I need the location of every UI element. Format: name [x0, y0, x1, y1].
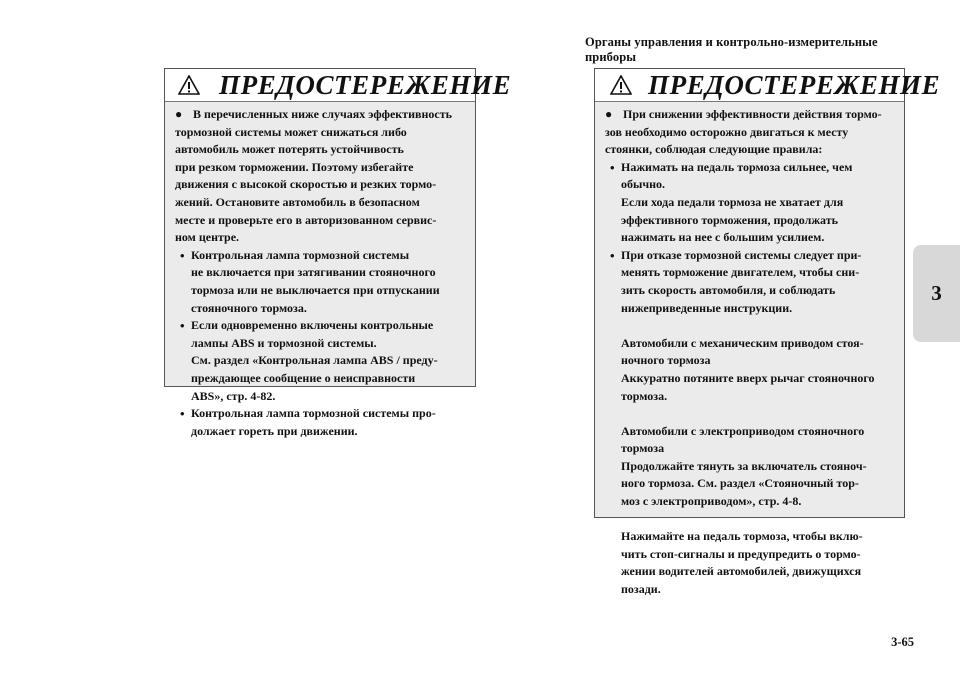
warning-text-line: зов необходимо осторожно двигаться к месту [605, 124, 849, 139]
warning-header [595, 69, 941, 102]
warning-text-line: позади. [621, 582, 661, 597]
warning-body [595, 102, 904, 599]
warning-text-line: стояночного тормоза. [191, 300, 307, 315]
warning-text-line: ABS», стр. 4-82. [191, 388, 276, 403]
spacer [605, 511, 894, 529]
warning-text-line: См. раздел «Контрольная лампа ABS / преду- [191, 353, 438, 368]
warning-box-left [164, 68, 512, 438]
warning-text-line: жении водителей автомобилей, движущихся [621, 564, 862, 579]
warning-text-line: ном центре. [175, 230, 240, 245]
warning-text-line: Автомобили с электроприводом стояночного [621, 423, 865, 438]
warning-text-line: ночного тормоза [621, 353, 711, 368]
warning-text-line: при резком торможении. Поэтому избегайте [175, 159, 414, 174]
warning-header [165, 69, 512, 102]
warning-text-line: автомобиль может потерять устойчивость [175, 142, 404, 157]
warning-text-line: ● При снижении эффективности действия тормо- [605, 106, 894, 124]
warning-text-line: месте и проверьте его в авторизованном сервис- [175, 212, 437, 227]
chapter-tab [913, 245, 960, 342]
spacer [605, 405, 894, 423]
warning-text-line: чить стоп-сигналы и предупредить о тормо- [621, 546, 861, 561]
warning-triangle-icon [178, 75, 200, 95]
warning-text-line: жений. Остановите автомобиль в безопасном [175, 194, 420, 209]
warning-text-line: тормоза [621, 441, 665, 456]
warning-text-line: зить скорость автомобиля, и соблюдать [621, 282, 836, 297]
warning-text-line: нажимать на нее с большим усилием. [621, 230, 825, 245]
warning-text-line: Нажимайте на педаль тормоза, чтобы вклю- [621, 529, 863, 544]
warning-text-line: движения с высокой скоростью и резких тормо- [175, 177, 437, 192]
warning-triangle-icon [610, 75, 632, 95]
warning-body [165, 102, 475, 440]
warning-text-line: ного тормоза. См. раздел «Стояночный тор- [621, 476, 859, 491]
warning-text-line: не включается при затягивании стояночного [191, 265, 436, 280]
warning-text-line: стоянки, соблюдая следующие правила: [605, 142, 823, 157]
warning-text-line: эффективного торможения, продолжать [621, 212, 838, 227]
warning-text-line: Если хода педали тормоза не хватает для [621, 194, 844, 209]
warning-list-item: • Если одновременно включены контрольные [175, 317, 465, 335]
warning-text-line: тормоза. [621, 388, 668, 403]
spacer [605, 317, 894, 335]
warning-title: ПРЕДОСТЕРЕЖЕНИЕ [648, 70, 941, 100]
warning-box-right [594, 68, 941, 597]
warning-text-line: ● В перечисленных ниже случаях эффективность [175, 106, 465, 124]
warning-list-item: • Нажимать на педаль тормоза сильнее, чем [605, 159, 894, 177]
warning-text-line: тормозной системы может снижаться либо [175, 124, 407, 139]
chapter-number: 3 [931, 281, 942, 305]
page-header-title: Органы управления и контрольно-измерительные приборы [585, 35, 878, 64]
warning-text-line: тормоза или не выключается при отпускании [191, 282, 440, 297]
page-number: 3-65 [891, 635, 914, 649]
warning-text-line: преждающее сообщение о неисправности [191, 370, 416, 385]
warning-text-line: Автомобили с механическим приводом стоя- [621, 335, 864, 350]
warning-text-line: обычно. [621, 177, 666, 192]
warning-title: ПРЕДОСТЕРЕЖЕНИЕ [219, 70, 512, 100]
warning-list-item: • Контрольная лампа тормозной системы [175, 247, 465, 265]
warning-text-line: должает гореть при движении. [191, 423, 358, 438]
warning-text-line: моз с электроприводом», стр. 4-8. [621, 494, 802, 509]
warning-list-item: • При отказе тормозной системы следует при- [605, 247, 894, 265]
warning-text-line: лампы ABS и тормозной системы. [191, 335, 377, 350]
warning-text-line: Аккуратно потяните вверх рычаг стояночного [621, 370, 875, 385]
warning-list-item: • Контрольная лампа тормозной системы про- [175, 405, 465, 423]
warning-text-line: Продолжайте тянуть за включатель стояноч- [621, 458, 867, 473]
warning-text-line: менять торможение двигателем, чтобы сни- [621, 265, 860, 280]
warning-text-line: нижеприведенные инструкции. [621, 300, 793, 315]
